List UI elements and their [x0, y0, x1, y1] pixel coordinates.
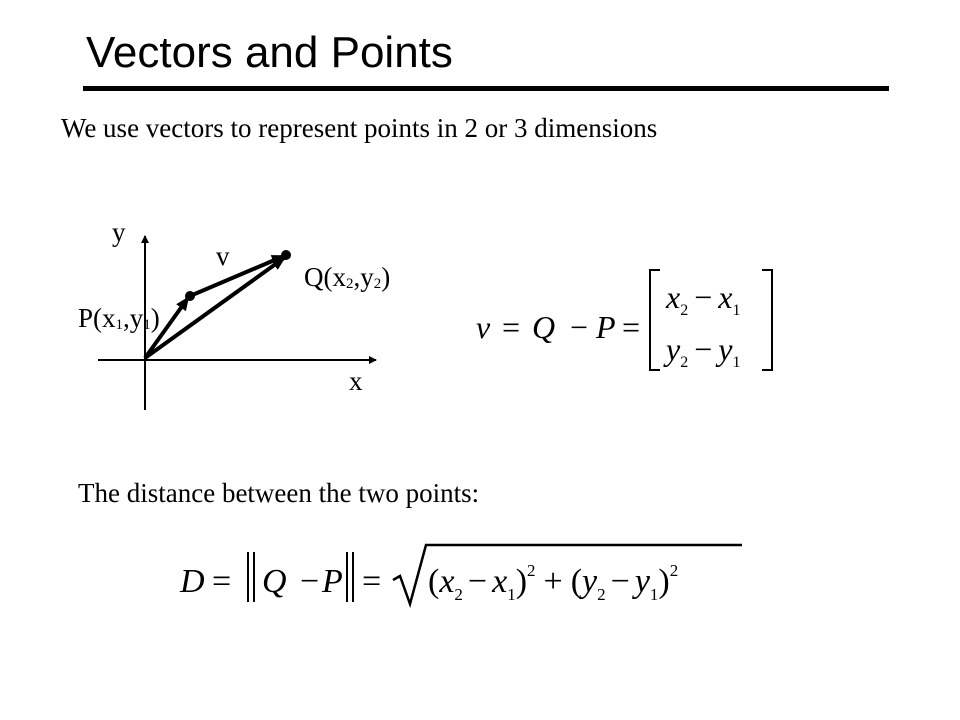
vector-label: v: [216, 241, 230, 271]
svg-text:=: =: [362, 563, 382, 600]
svg-text:D: D: [180, 563, 205, 600]
vector-to-q: [145, 258, 284, 358]
point-p-label: P(x1,y1): [78, 303, 160, 333]
right-bracket: [762, 270, 772, 370]
intro-text: We use vectors to represent points in 2 or 3 dimensions: [61, 113, 658, 143]
point-q-dot: [281, 250, 291, 260]
svg-text:x2−x1: $x_2 - x_1$: [666, 279, 741, 319]
left-bracket: [650, 270, 660, 370]
svg-text:Q: Q: [262, 563, 287, 600]
svg-text:v: v: [476, 309, 491, 345]
distance-equation: [179, 545, 742, 604]
x-axis-label: x: [349, 366, 363, 396]
y-axis-label: y: [112, 217, 126, 247]
svg-text:−: −: [300, 563, 320, 600]
svg-text:=: =: [622, 309, 641, 345]
svg-text:=: =: [502, 309, 521, 345]
point-q-label: Q(x2,y2): [304, 262, 391, 292]
svg-text:=: =: [212, 563, 232, 600]
svg-text:y2−y1: $y_2 - y_1$: [666, 331, 741, 371]
svg-text:P: P: [596, 309, 616, 345]
svg-text:(x2−x1)2+(y2−y1)2: $(x_2 - x_1)^2 + (y_2 - y_1)^2$: [428, 561, 679, 604]
distance-text: The distance between the two points:: [78, 478, 480, 508]
point-p-dot: [185, 291, 195, 301]
vector-equation: [476, 270, 772, 371]
slide-title: Vectors and Points: [86, 28, 453, 77]
svg-text:Q: Q: [532, 309, 556, 345]
svg-text:−: −: [570, 309, 589, 345]
svg-text:P: P: [322, 563, 343, 600]
